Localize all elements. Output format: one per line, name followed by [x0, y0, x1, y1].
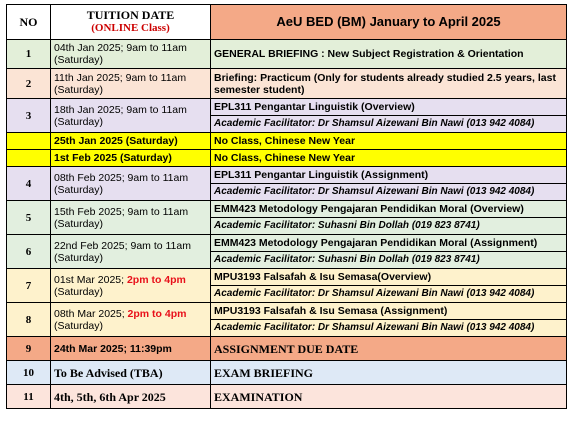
row-description: EXAM BRIEFING: [211, 361, 567, 385]
row-number: 10: [7, 361, 51, 385]
row-facilitator: Academic Facilitator: Suhasni Bin Dollah (019 823 8741): [211, 252, 567, 269]
row-date: 08th Feb 2025; 9am to 11am (Saturday): [51, 167, 211, 201]
table-row: [7, 269, 567, 286]
row-date: 25th Jan 2025 (Saturday): [51, 133, 211, 150]
row-date: 04th Jan 2025; 9am to 11am (Saturday): [51, 40, 211, 69]
row-date-prefix: 08th Mar 2025;: [54, 307, 128, 320]
row-time: 2pm to 4pm: [127, 307, 187, 320]
row-date: To Be Advised (TBA): [51, 361, 211, 385]
header-no: NO: [7, 5, 51, 40]
row-description: EMM423 Metodology Pengajaran Pendidikan Moral (Overview): [211, 201, 567, 218]
row-date: 4th, 5th, 6th Apr 2025: [51, 385, 211, 409]
row-facilitator: Academic Facilitator: Dr Shamsul Aizewani Bin Nawi (013 942 4084): [211, 320, 567, 337]
row-description: No Class, Chinese New Year: [211, 150, 567, 167]
row-number: 8: [7, 303, 51, 337]
row-number: 5: [7, 201, 51, 235]
header-program-title: AeU BED (BM) January to April 2025: [211, 5, 567, 40]
row-date: [51, 303, 211, 337]
row-date: 22nd Feb 2025; 9am to 11am (Saturday): [51, 235, 211, 269]
row-number: 4: [7, 167, 51, 201]
row-description: EMM423 Metodology Pengajaran Pendidikan Moral (Assignment): [211, 235, 567, 252]
header-tuition-date-label: TUITION DATE: [86, 8, 175, 22]
table-row: [7, 303, 567, 320]
table-row: [7, 40, 567, 69]
row-description: MPU3193 Falsafah & Isu Semasa(Overview): [211, 269, 567, 286]
header-tuition-date: [51, 5, 211, 40]
holiday-row: [7, 133, 567, 150]
row-date: 24th Mar 2025; 11:39pm: [51, 337, 211, 361]
table-row: [7, 385, 567, 409]
row-description: MPU3193 Falsafah & Isu Semasa (Assignment): [211, 303, 567, 320]
row-number-empty: [7, 150, 51, 167]
row-description: No Class, Chinese New Year: [211, 133, 567, 150]
table-row: [7, 235, 567, 252]
row-description: EPL311 Pengantar Linguistik (Assignment): [211, 167, 567, 184]
table-row: [7, 99, 567, 116]
holiday-row: [7, 150, 567, 167]
row-description: EXAMINATION: [211, 385, 567, 409]
row-number-empty: [7, 133, 51, 150]
row-number: 3: [7, 99, 51, 133]
header-online-class: (ONLINE Class): [91, 22, 170, 34]
row-description: ASSIGNMENT DUE DATE: [211, 337, 567, 361]
row-date: 18th Jan 2025; 9am to 11am (Saturday): [51, 99, 211, 133]
row-date-suffix: (Saturday): [54, 319, 104, 332]
row-description: EPL311 Pengantar Linguistik (Overview): [211, 99, 567, 116]
row-facilitator: Academic Facilitator: Dr Shamsul Aizewani Bin Nawi (013 942 4084): [211, 184, 567, 201]
row-description: Briefing: Practicum (Only for students already studied 2.5 years, last semester student): [211, 69, 567, 99]
row-date: 11th Jan 2025; 9am to 11am (Saturday): [51, 69, 211, 99]
row-date-prefix: 01st Mar 2025;: [54, 273, 127, 286]
row-date: [51, 269, 211, 303]
row-time: 2pm to 4pm: [126, 273, 186, 286]
table-row: [7, 167, 567, 184]
row-number: 7: [7, 269, 51, 303]
row-number: 11: [7, 385, 51, 409]
row-date-suffix: (Saturday): [54, 285, 104, 298]
row-facilitator: Academic Facilitator: Suhasni Bin Dollah (019 823 8741): [211, 218, 567, 235]
table-row: [7, 201, 567, 218]
row-number: 9: [7, 337, 51, 361]
row-number: 2: [7, 69, 51, 99]
row-number: 1: [7, 40, 51, 69]
row-description: GENERAL BRIEFING : New Subject Registration & Orientation: [211, 40, 567, 69]
row-date: 1st Feb 2025 (Saturday): [51, 150, 211, 167]
row-date: 15th Feb 2025; 9am to 11am (Saturday): [51, 201, 211, 235]
table-row: [7, 69, 567, 99]
table-row: [7, 361, 567, 385]
row-facilitator: Academic Facilitator: Dr Shamsul Aizewani Bin Nawi (013 942 4084): [211, 116, 567, 133]
table-row: [7, 337, 567, 361]
tuition-schedule-table: [6, 4, 567, 409]
row-number: 6: [7, 235, 51, 269]
row-facilitator: Academic Facilitator: Dr Shamsul Aizewani Bin Nawi (013 942 4084): [211, 286, 567, 303]
header-row: [7, 5, 567, 40]
